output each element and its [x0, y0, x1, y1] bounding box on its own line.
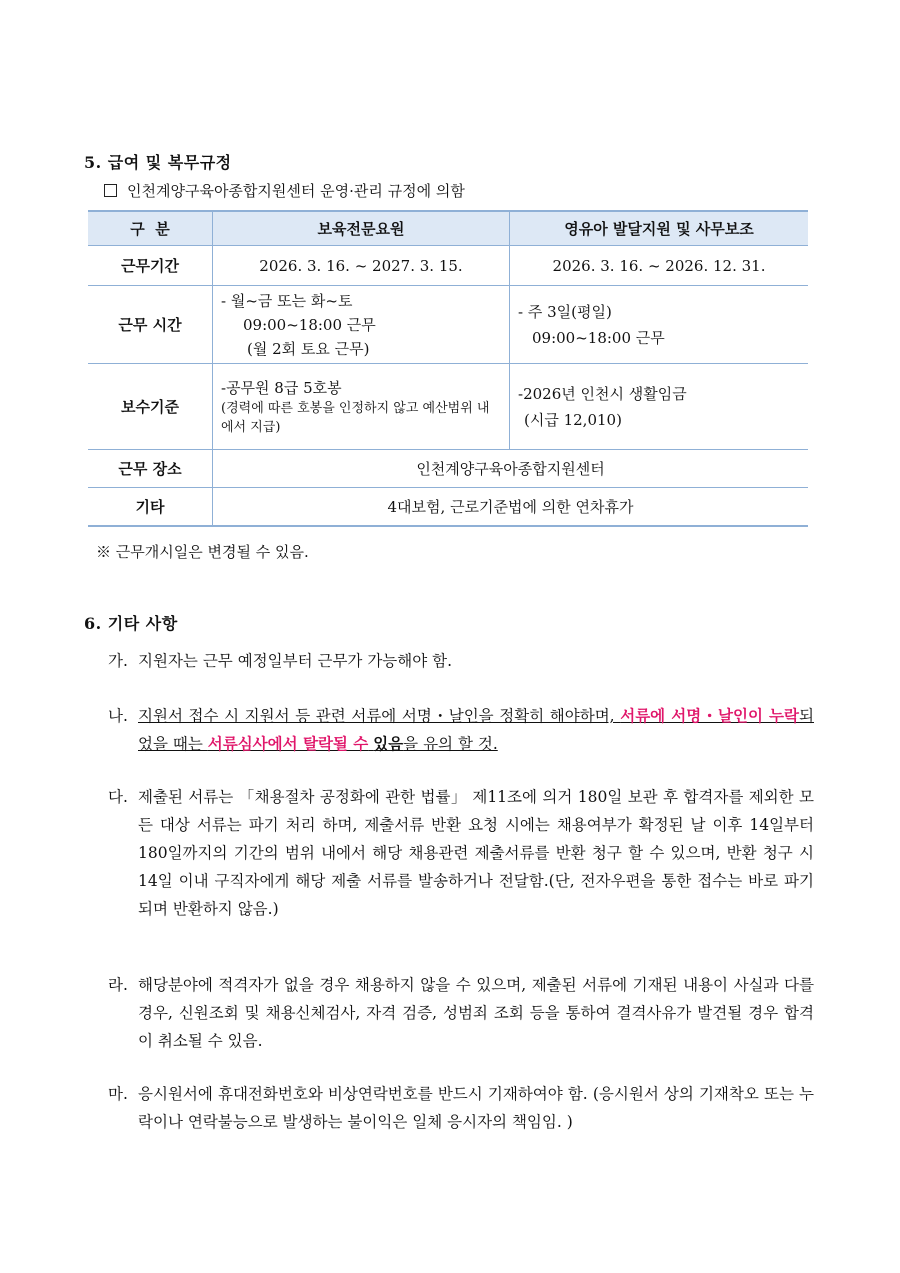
start-date-note: ※ 근무개시일은 변경될 수 있음. [96, 543, 309, 561]
row-label-place: 근무 장소 [88, 450, 213, 488]
hours-b-line1: - 주 3일(평일) [518, 302, 612, 321]
table-row [88, 364, 808, 450]
section-6-title: 6. 기타 사항 [84, 614, 178, 633]
list-item [108, 647, 814, 675]
place-value: 인천계양구육아종합지원센터 [213, 450, 809, 488]
pay-b-line1: -2026년 인천시 생활임금 [518, 384, 687, 403]
pay-childcare-expert [213, 364, 510, 450]
na-disqualification: 서류심사에서 탈락될 수 [207, 734, 369, 753]
section-5-title: 5. 급여 및 복무규정 [84, 153, 232, 172]
item-marker: 가. [108, 652, 128, 670]
section-5-intro-text: 인천계양구육아종합지원센터 운영·관리 규정에 의함 [127, 182, 465, 200]
list-item [108, 702, 814, 758]
hours-a-line1: - 월~금 또는 화~토 [221, 291, 353, 310]
table-row [88, 488, 808, 526]
na-part7: 을 유의 할 것. [403, 735, 498, 753]
list-item [108, 1080, 814, 1136]
row-label-etc: 기타 [88, 488, 213, 526]
pay-a-line2: (경력에 따른 호봉을 인정하지 않고 예산범위 내에서 지급) [221, 400, 490, 435]
list-item [108, 783, 814, 923]
item-text-emphasis [138, 702, 814, 758]
pay-development-support [510, 364, 809, 450]
hours-a-line2: 09:00~18:00 근무 [243, 315, 376, 334]
row-label-period: 근무기간 [88, 246, 213, 286]
hours-development-support [510, 286, 809, 364]
period-childcare-expert: 2026. 3. 16. ~ 2027. 3. 15. [213, 246, 510, 286]
table-row [88, 286, 808, 364]
item-marker: 마. [108, 1085, 128, 1103]
table-row [88, 450, 808, 488]
table-row [88, 246, 808, 286]
header-development-support: 영유아 발달지원 및 사무보조 [510, 211, 809, 246]
na-part1: 지원서 접수 시 지원서 등 관련 서류에 서명・날인을 정확히 해야하며, [138, 707, 621, 725]
na-possible: 있음 [373, 734, 404, 753]
checkbox-square-icon [104, 184, 117, 197]
item-marker: 라. [108, 976, 128, 994]
pay-rules-table [88, 210, 808, 527]
row-label-pay: 보수기준 [88, 364, 213, 450]
item-text: 제출된 서류는 「채용절차 공정화에 관한 법률」 제11조에 의거 180일 보관 후 합격자를 제외한 모든 대상 서류는 파기 처리 하며, 제출서류 반환 요청 시에는 채용여부가 확정된 날 이후 14일부터 180일까지의 기간의 범위 내에서 해당 채용관련 제출서류를 반환 청구 할 수 있으며, 반환 청구 시 14일 이내 구직자에게 해당 제출 서류를 발송하거나 전달함.(단, 전자우편을 통한 접수는 바로 파기되며 반환하지 않음.) [138, 788, 814, 918]
na-missing-signature: 서류에 서명・날인이 누락 [620, 706, 800, 725]
item-marker: 나. [108, 707, 128, 725]
list-item [108, 971, 814, 1055]
section-5-intro [104, 180, 465, 201]
period-development-support: 2026. 3. 16. ~ 2026. 12. 31. [510, 246, 809, 286]
item-text: 지원자는 근무 예정일부터 근무가 가능해야 함. [138, 652, 453, 670]
hours-childcare-expert [213, 286, 510, 364]
row-label-hours: 근무 시간 [88, 286, 213, 364]
etc-value: 4대보험, 근로기준법에 의한 연차휴가 [213, 488, 809, 526]
pay-a-line1: -공무원 8급 5호봉 [221, 378, 342, 397]
item-marker: 다. [108, 788, 128, 806]
item-text: 응시원서에 휴대전화번호와 비상연락번호를 반드시 기재하여야 함. (응시원서 상의 기재착오 또는 누락이나 연락불능으로 발생하는 불이익은 일체 응시자의 책임임. ) [138, 1085, 814, 1131]
hours-a-line3: (월 2회 토요 근무) [247, 339, 370, 358]
pay-b-line2: (시급 12,010) [524, 410, 622, 429]
item-text: 해당분야에 적격자가 없을 경우 채용하지 않을 수 있으며, 제출된 서류에 기재된 내용이 사실과 다를 경우, 신원조회 및 채용신체검사, 자격 검증, 성범죄 조회 등을 통하여 결격사유가 발견될 경우 합격이 취소될 수 있음. [138, 976, 814, 1050]
hours-b-line2: 09:00~18:00 근무 [532, 328, 665, 347]
header-category: 구 분 [88, 211, 213, 246]
header-childcare-expert: 보육전문요원 [213, 211, 510, 246]
na-part3: 되었을 때는 [138, 707, 814, 753]
table-header-row [88, 211, 808, 246]
